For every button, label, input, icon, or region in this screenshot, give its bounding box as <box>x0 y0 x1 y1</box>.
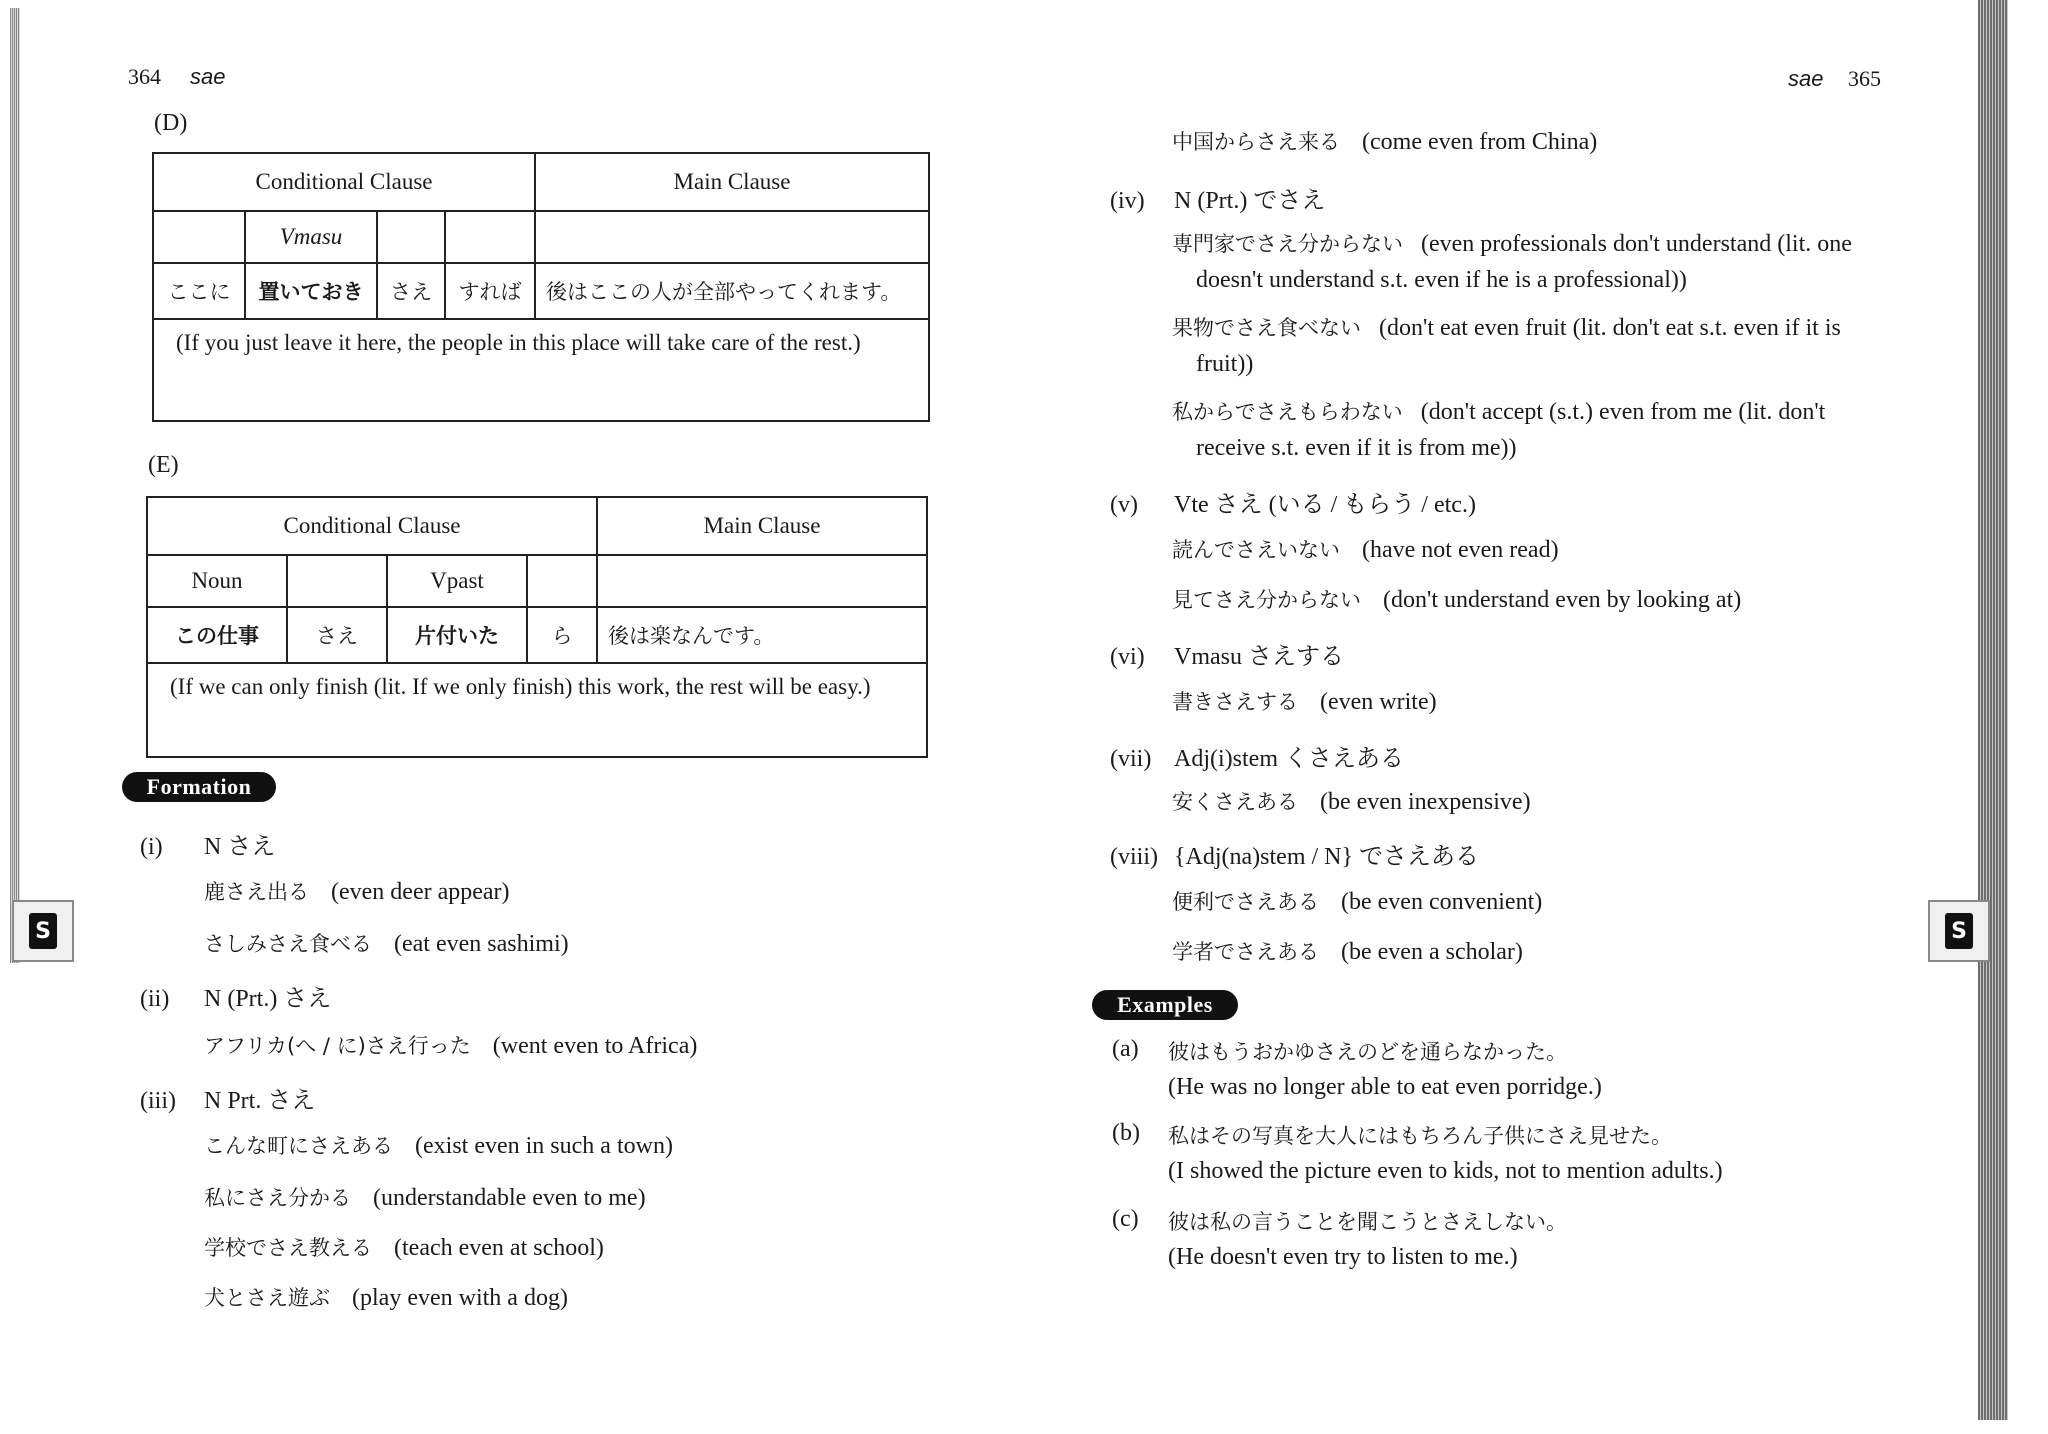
table-d <box>152 152 930 422</box>
example-a-en: (He was no longer able to eat even porridge.) <box>1168 1074 1602 1100</box>
right-page-edge <box>1978 0 2008 1420</box>
example-c-jp: 彼は私の言うことを聞こうとさえしない。 <box>1168 1210 1567 1234</box>
left-page-edge <box>10 8 20 963</box>
example-label-a: (a) <box>1112 1036 1139 1062</box>
formation-example: 読んでさえいない (have not even read) <box>1172 537 1559 563</box>
formation-item-iv <box>1110 180 1325 215</box>
table-d-cell-1: ここに <box>154 264 246 320</box>
formation-example: 学者でさえある (be even a scholar) <box>1172 939 1523 965</box>
example-a-jp: 彼はもうおかゆさえのどを通らなかった。 <box>1168 1040 1567 1064</box>
formation-pattern: N (Prt.) でさえ <box>1174 188 1326 214</box>
table-d-cell-2: 置いておき <box>246 264 378 320</box>
table-e-translation: (If we can only finish (lit. If we only finish) this work, the rest will be easy.) <box>170 674 871 699</box>
table-e-cell-3: 片付いた <box>388 608 528 664</box>
left-page-number: 364 <box>128 64 161 89</box>
formation-example: 学校でさえ教える (teach even at school) <box>204 1235 604 1261</box>
formation-example: アフリカ(へ / に)さえ行った (went even to Africa) <box>204 1033 698 1059</box>
table-d-label: (D) <box>154 110 188 136</box>
table-e-label: (E) <box>148 452 179 478</box>
formation-example: 専門家でさえ分からない (even professionals don't understand (lit. one doesn't understand s.t. even if he is a professional)) <box>1172 231 1852 293</box>
formation-example: 私からでさえもらわない (don't accept (s.t.) even from me (lit. don't receive s.t. even if it is from me)) <box>1172 399 1826 461</box>
table-e-sub-vpast: Vpast <box>388 556 528 608</box>
table-e-sub-empty-3 <box>598 556 926 608</box>
formation-item-v <box>1110 484 1476 519</box>
formation-num: (ii) <box>140 986 170 1012</box>
table-e-sub-noun: Noun <box>148 556 288 608</box>
formation-num: (v) <box>1110 492 1138 518</box>
table-e-header-conditional: Conditional Clause <box>148 498 598 556</box>
formation-pattern: N Prt. さえ <box>204 1088 316 1114</box>
table-d-cell-5: 後はここの人が全部やってくれます。 <box>536 264 928 320</box>
table-e-cell-1: この仕事 <box>148 608 288 664</box>
formation-example: こんな町にさえある (exist even in such a town) <box>204 1133 673 1159</box>
formation-item-iii <box>140 1080 315 1115</box>
table-e-header-main: Main Clause <box>598 498 926 556</box>
formation-item-i <box>140 826 275 861</box>
formation-example: さしみさえ食べる (eat even sashimi) <box>204 931 569 957</box>
formation-pattern: {Adj(na)stem / N} でさえある <box>1174 844 1480 870</box>
table-d-sub-empty-3 <box>446 212 536 264</box>
formation-num: (i) <box>140 834 163 860</box>
example-b-en: (I showed the picture even to kids, not to mention adults.) <box>1168 1158 1723 1184</box>
formation-pattern: N (Prt.) さえ <box>204 986 332 1012</box>
example-label-b: (b) <box>1112 1120 1140 1146</box>
formation-example: 鹿さえ出る (even deer appear) <box>204 879 510 905</box>
formation-num: (vii) <box>1110 746 1152 772</box>
examples-heading: Examples <box>1092 990 1238 1020</box>
formation-pattern: N さえ <box>204 834 276 860</box>
table-e-sub-empty-2 <box>528 556 598 608</box>
formation-item-ii <box>140 978 331 1013</box>
right-running-head: sae <box>1788 66 1824 91</box>
formation-heading: Formation <box>122 772 276 802</box>
formation-item-vi <box>1110 636 1344 671</box>
formation-example: 安くさえある (be even inexpensive) <box>1172 789 1531 815</box>
formation-example: 私にさえ分かる (understandable even to me) <box>204 1185 646 1211</box>
table-e <box>146 496 928 758</box>
formation-example: 便利でさえある (be even convenient) <box>1172 889 1543 915</box>
formation-item-vii <box>1110 738 1404 773</box>
example-b-jp: 私はその写真を大人にはもちろん子供にさえ見せた。 <box>1168 1124 1672 1148</box>
formation-example: 果物でさえ食べない (don't eat even fruit (lit. don't eat s.t. even if it is fruit)) <box>1172 315 1841 377</box>
formation-num: (vi) <box>1110 644 1145 670</box>
left-running-head: sae <box>190 64 226 89</box>
example-label-c: (c) <box>1112 1206 1139 1232</box>
table-e-sub-empty-1 <box>288 556 388 608</box>
formation-pattern: Adj(i)stem くさえある <box>1174 746 1404 772</box>
thumb-tab-right: S <box>1928 900 1990 962</box>
formation-example-carryover: 中国からさえ来る (come even from China) <box>1172 129 1598 155</box>
table-d-sub-vmasu: Vmasu <box>246 212 378 264</box>
formation-pattern: Vmasu さえする <box>1174 644 1344 670</box>
table-d-cell-3: さえ <box>378 264 446 320</box>
formation-example: 書きさえする (even write) <box>1172 689 1437 715</box>
table-d-sub-empty-1 <box>154 212 246 264</box>
formation-num: (iv) <box>1110 188 1145 214</box>
formation-pattern: Vte さえ (いる / もらう / etc.) <box>1174 492 1476 518</box>
thumb-tab-left: S <box>12 900 74 962</box>
formation-num: (iii) <box>140 1088 176 1114</box>
example-c-en: (He doesn't even try to listen to me.) <box>1168 1244 1518 1270</box>
table-d-header-conditional: Conditional Clause <box>154 154 536 212</box>
table-d-cell-4: すれば <box>446 264 536 320</box>
formation-item-viii <box>1110 836 1479 871</box>
table-d-sub-empty-4 <box>536 212 928 264</box>
table-e-cell-2: さえ <box>288 608 388 664</box>
formation-num: (viii) <box>1110 844 1158 870</box>
formation-example: 見てさえ分からない (don't understand even by looking at) <box>1172 587 1742 613</box>
formation-example: 犬とさえ遊ぶ (play even with a dog) <box>204 1285 568 1311</box>
table-d-translation: (If you just leave it here, the people in this place will take care of the rest.) <box>176 330 861 355</box>
table-d-sub-empty-2 <box>378 212 446 264</box>
table-e-cell-4: ら <box>528 608 598 664</box>
table-d-header-main: Main Clause <box>536 154 928 212</box>
table-e-cell-5: 後は楽なんです。 <box>598 608 926 664</box>
right-page-number: 365 <box>1848 66 1881 91</box>
